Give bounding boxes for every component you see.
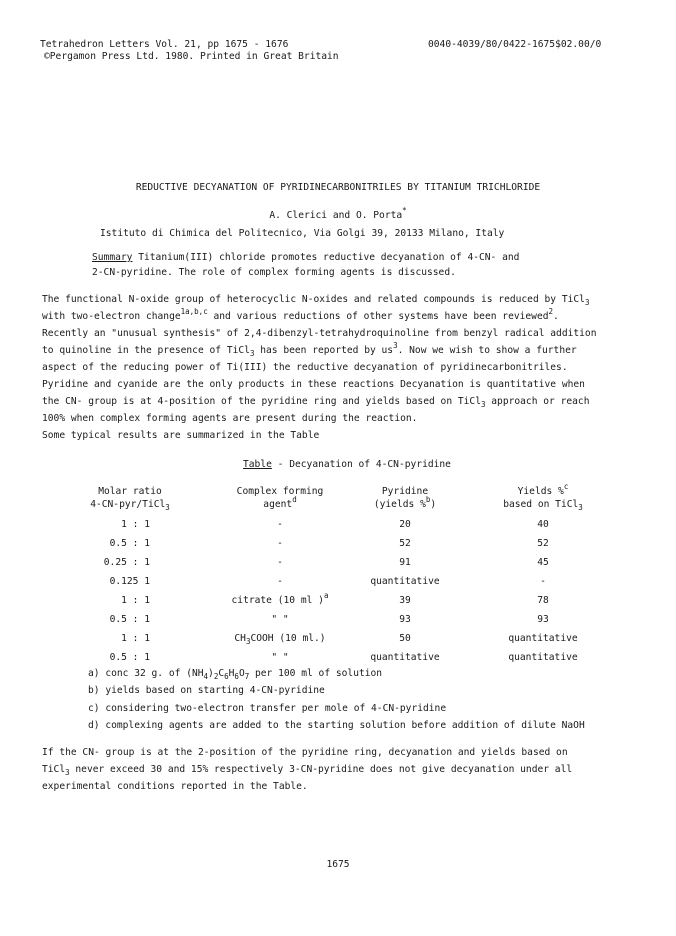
cell-ratio: 0.125 1 <box>109 576 150 587</box>
cell-yields: 45 <box>537 557 549 568</box>
body-line: aspect of the reducing power of Ti(III) the reductive decyanation of pyridinecarbonitriles. <box>42 362 568 373</box>
body-line: Pyridine and cyanide are the only products in these reactions Decyanation is quantitative when <box>42 379 585 390</box>
cell-pyridine: 91 <box>399 557 411 568</box>
cell-pyridine: 52 <box>399 538 411 549</box>
cell-yields: 40 <box>537 519 549 530</box>
cell-pyridine: 39 <box>399 595 411 606</box>
cell-ratio: 1 : 1 <box>121 633 150 644</box>
cell-ratio: 0.5 : 1 <box>109 652 150 663</box>
cell-agent: - <box>277 538 283 549</box>
article-code: 0040-4039/80/0422-1675$02.00/0 <box>428 39 602 50</box>
cell-pyridine: quantitative <box>370 576 440 587</box>
body-line: Recently an "unusual synthesis" of 2,4-dibenzyl-tetrahydroquinoline from benzyl radical addition <box>42 328 597 339</box>
body-line: to quinoline in the presence of TiCl$_3$ has been reported by $us^3$. Now we wish to show a further <box>42 341 577 358</box>
cell-ratio: 1 : 1 <box>121 519 150 530</box>
cell-yields: 93 <box>537 614 549 625</box>
body-line: experimental conditions reported in the Table. <box>42 781 308 792</box>
cell-pyridine: 20 <box>399 519 411 530</box>
cell-ratio: 0.5 : 1 <box>109 538 150 549</box>
table-header-yields: Yields %$^c$ <box>517 482 569 497</box>
table-caption: Table - Decyanation of 4-CN-pyridine <box>243 459 451 470</box>
cell-agent: $CH_3COOH$ (10 ml.) <box>234 633 326 646</box>
cell-agent: citrate (10 ml )$^a$ <box>231 591 329 606</box>
article-title: REDUCTIVE DECYANATION OF PYRIDINECARBONITRILES BY TITANIUM TRICHLORIDE <box>135 182 541 193</box>
cell-ratio: 1 : 1 <box>121 595 150 606</box>
table-note-a: a) conc 32 g. of $(NH_4)_2C_6H_6O_7$ per 100 ml of solution <box>88 668 383 681</box>
table-header-agent-sub: agent$^d$ <box>263 495 297 510</box>
cell-yields: 78 <box>537 595 549 606</box>
affiliation: Istituto di Chimica del Politecnico, Via Golgi 39, 20133 Milano, Italy <box>100 228 505 239</box>
table-header-yields-sub: based on TiCl$_3$ <box>503 499 583 512</box>
body-line: Some typical results are summarized in the Table <box>42 430 320 441</box>
table-note-d: d) complexing agents are added to the starting solution before addition of dilute NaOH <box>88 720 585 731</box>
table-caption-label: Table <box>243 459 272 470</box>
authors <box>0 206 676 221</box>
corresponding-mark: * <box>402 206 407 215</box>
body-line: If the CN- group is at the 2-position of the pyridine ring, decyanation and yields based on <box>42 747 568 758</box>
cell-yields: 52 <box>537 538 549 549</box>
table-header-pyridine-sub: (yields %$^b$) <box>373 495 437 510</box>
cell-yields: - <box>540 576 546 587</box>
cell-ratio: 0.25 : 1 <box>103 557 150 568</box>
table-header-ratio: Molar ratio <box>98 486 162 497</box>
cell-yields: quantitative <box>508 633 578 644</box>
summary-line-1: Summary Titanium(III) chloride promotes reductive decyanation of 4-CN- and <box>92 252 520 263</box>
cell-pyridine: 50 <box>399 633 411 644</box>
table-header-pyridine: Pyridine <box>381 486 429 497</box>
table-note-b: b) yields based on starting 4-CN-pyridine <box>88 685 325 696</box>
cell-agent: " " <box>271 652 289 663</box>
body-line: TiCl$_3$ never exceed 30 and 15% respectively 3-CN-pyridine does not give decyanation under all <box>42 764 573 777</box>
body-line: the CN- group is at 4-position of the pyridine ring and yields based on TiCl$_3$ approach or reach <box>42 396 590 409</box>
body-line: 100% when complex forming agents are present during the reaction. <box>42 413 418 424</box>
journal-citation: Tetrahedron Letters Vol. 21, pp 1675 - 1676 <box>40 39 289 50</box>
page-number: 1675 <box>326 859 350 870</box>
cell-pyridine: 93 <box>399 614 411 625</box>
table-header-ratio-sub: 4-CN-pyr/TiCl$_3$ <box>90 499 170 512</box>
cell-pyridine: quantitative <box>370 652 440 663</box>
table-header-agent: Complex forming <box>236 486 324 497</box>
cell-agent: - <box>277 557 283 568</box>
table-note-c: c) considering two-electron transfer per mole of 4-CN-pyridine <box>88 703 447 714</box>
summary-label: Summary <box>92 252 133 263</box>
body-line: The functional N-oxide group of heterocyclic N-oxides and related compounds is reduced by TiCl$_3$ <box>42 294 590 307</box>
author-names: A. Clerici and O. Porta <box>269 210 403 221</box>
summary-line-2: 2-CN-pyridine. The role of complex forming agents is discussed. <box>92 267 456 278</box>
cell-agent: - <box>277 576 283 587</box>
cell-yields: quantitative <box>508 652 578 663</box>
copyright-line: ©Pergamon Press Ltd. 1980. Printed in Great Britain <box>44 51 339 62</box>
cell-agent: - <box>277 519 283 530</box>
cell-agent: " " <box>271 614 289 625</box>
cell-ratio: 0.5 : 1 <box>109 614 150 625</box>
body-line: with two-electron change$^{1a,b,c}$ and various reductions of other systems have been reviewed$^2$. <box>42 307 559 322</box>
